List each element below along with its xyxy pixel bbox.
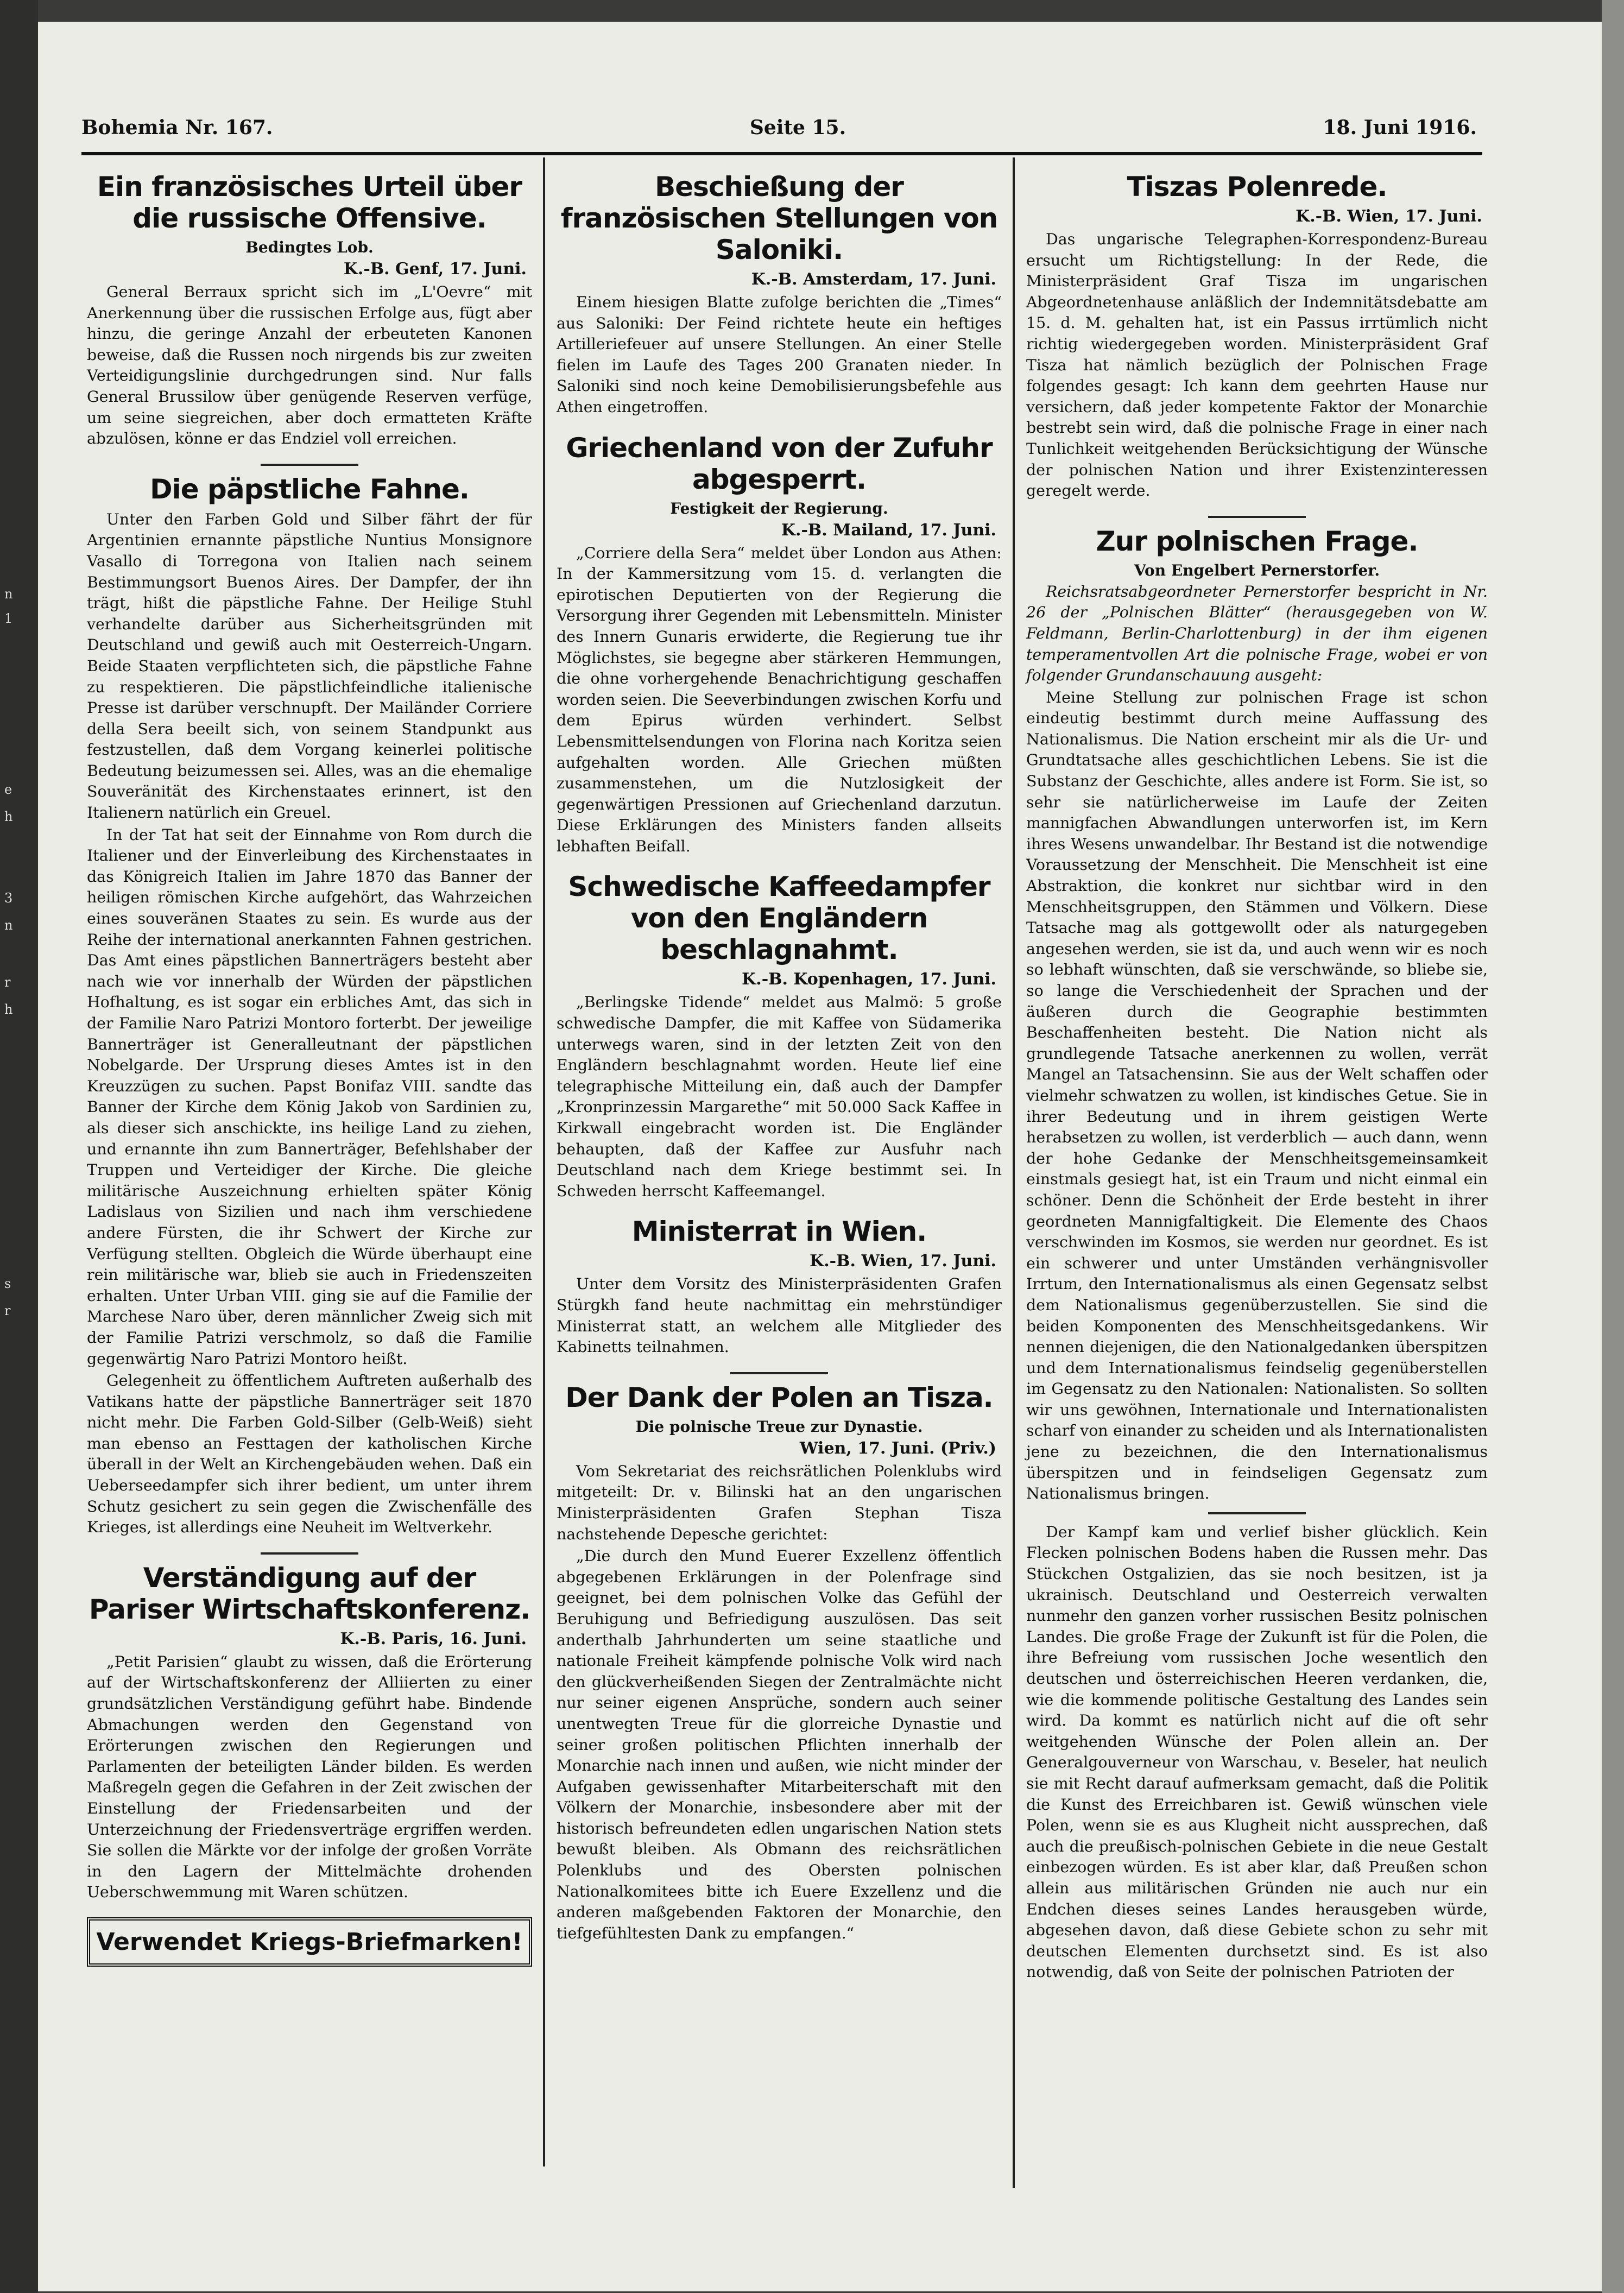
column-3 [1026, 166, 1488, 1997]
article-dateline: K.-B. Amsterdam, 17. Juni. [751, 270, 996, 289]
stamp-notice-box: Verwendet Kriegs-Briefmarken! [87, 1917, 532, 1967]
column-rule [1013, 157, 1015, 2188]
article-dateline: K.-B. Kopenhagen, 17. Juni. [742, 970, 996, 989]
paragraph: „Corriere della Sera“ meldet über London aus Athen: In der Kammersitzung vom 15. d. verlangten die epirotischen Deputierten von der Regierung die Versorgung ihrer Gegenden mit Lebensmitteln. Minister des Innern Gunaris erwiderte, die Regierung tue ihr Möglichstes, sie begegne aber stärkeren Hemmungen, die ohne vorhergehende Benachrichtigung geschaffen worden seien. Die Seeverbindungen zwischen Korfu und dem Epirus würden verhindert. Selbst Lebensmittelsendungen von Florina nach Koritza seien aufgehalten worden. Alle Griechen müßten zusammenstehen, um die Nutzlosigkeit der gegenwärtigen Pressionen auf Griechenland darzutun. Diese Erklärungen des Ministers fanden allseits lebhaften Beifall. [557, 544, 1002, 855]
paragraph: Vom Sekretariat des reichsrätlichen Polenklubs wird mitgeteilt: Dr. v. Bilinski hat an den ungarischen Ministerpräsidenten Grafen Stephan Tisza nachstehende Depesche gerichtet: [557, 1462, 1002, 1543]
article [87, 473, 532, 1538]
paragraph: Das ungarische Telegraphen-Korrespondenz-Bureau ersucht um Richtigstellung: In der Rede, die Ministerpräsident Graf Tisza im ungarischen Abgeordnetenhause anläßlich der Indemnitätsdebatte am 15. d. M. gehalten hat, ist ein Passus irrtümlich nicht richtig wiedergegeben worden. Ministerpräsident Graf Tisza hat nämlich bezüglich der Polnischen Frage folgendes gesagt: Ich kann dem geehrten Hause nur versichern, daß jeder kompetente Faktor der Monarchie bestrebt sein wird, daß die polnische Frage in einer nach Tunlichkeit weitgehenden Berücksichtigung der Wünsche der polnischen Nation und ihrer Existenzinteressen geregelt werde. [1026, 230, 1488, 500]
article-dateline: K.-B. Paris, 16. Juni. [340, 1629, 527, 1648]
article-headline: Griechenland von der Zufuhr abgesperrt. [566, 432, 993, 495]
article-body [87, 1652, 532, 1903]
article-headline: Tiszas Polenrede. [1127, 171, 1387, 203]
edge-fragment: 3 [4, 890, 13, 906]
article-headline: Zur polnischen Frage. [1096, 525, 1418, 557]
column-1 [87, 166, 532, 1967]
paragraph: Gelegenheit zu öffentlichem Auftreten außerhalb des Vatikans hatte der päpstliche Bannerträger seit 1870 nicht mehr. Die Farben Gold-Silber (Gelb-Weiß) sieht man ebenso an Festtagen der katholischen Kirche überall in der Welt an Kirchengebäuden wehen. Daß ein Ueberseedampfer sich ihrer bedient, um unter ihrem Schutz gesichert zu sein gegen die Zwischenfälle des Krieges, ist allerdings eine Neuheit im Weltverkehr. [87, 1372, 532, 1537]
article [557, 1216, 1002, 1357]
paragraph: General Berraux spricht sich im „L'Oevre“ mit Anerkennung über die russischen Erfolge aus, fügt aber hinzu, die geringe Anzahl der erbeuteten Kanonen beweise, daß die Russen noch nirgends bis zur zweiten Verteidigungslinie durchgedrungen sind. Nur falls General Brussilow über genügende Reserven verfüge, um seine siegreichen, aber doch ermatteten Kräfte abzulösen, könne er das Endziel voll erreichen. [87, 283, 532, 448]
article-headline: Schwedische Kaffeedampfer von den Engländern beschlagnahmt. [568, 871, 990, 966]
article-dateline: K.-B. Mailand, 17. Juni. [781, 520, 996, 540]
article-separator [1208, 516, 1306, 518]
article-body [557, 1461, 1002, 1944]
article-body [87, 282, 532, 450]
article [557, 871, 1002, 1202]
header-issue: Bohemia Nr. 167. [81, 116, 273, 139]
paragraph: „Die durch den Mund Euerer Exzellenz öffentlich abgegebenen Erklärungen in der Polenfrage sind geeignet, bei dem polnischen Volke das Gefühl der Beruhigung und Befriedigung auszulösen. Das seit anderthalb Jahrhunderten um seine staatliche und nationale Freiheit kämpfende polnische Volk wird nach den glückverheißenden Siegen der Zentralmächte nicht nur seiner eigenen Ansprüche, sondern auch seiner unentwegten Treue für die glorreiche Dynastie und seiner großen politischen Pflichten innerhalb der Monarchie nach innen und außen, wie nicht minder der Aufgaben gewissenhafter Mitarbeiterschaft mit den Völkern der Monarchie, insbesondere aber mit der historisch befreundeten edlen ungarischen Nation stets bewußt bleiben. Als Obmann des reichsrätlichen Polenklubs und des Obersten polnischen Nationalkomitees bitte ich Euere Exzellenz und die anderen maßgebenden Faktoren der Monarchie, den tiefgefühltesten Dank zu empfangen.“ [557, 1547, 1002, 1942]
header-page-number: Seite 15. [749, 116, 846, 139]
paragraph: Unter den Farben Gold und Silber fährt der für Argentinien ernannte päpstliche Nuntius Monsignore Vasallo di Torregona von Italien nach seinem Bestimmungsort Buenos Aires. Der Dampfer, der ihn trägt, hißt die päpstliche Fahne. Der Heilige Stuhl verhandelte darüber aus Sicherheitsgründen mit Deutschland und gewiß auch mit Oesterreich-Ungarn. Beide Staaten verpflichteten sich, die päpstliche Fahne zu respektieren. Die päpstlichfeindliche italienische Presse ist darüber verschnupft. Der Mailänder Corriere della Sera beeilt sich, von seinem Standpunkt aus festzustellen, daß dem Vorgang keinerlei politische Bedeutung beizumessen sei. Alles, was an die ehemalige Souveränität des Kirchenstaates erinnert, ist den Italienern natürlich ein Greuel. [87, 510, 532, 822]
header-rule [81, 152, 1482, 155]
article-body [557, 292, 1002, 418]
article-headline: Der Dank der Polen an Tisza. [565, 1381, 993, 1413]
paragraph: Meine Stellung zur polnischen Frage ist schon eindeutig bestimmt durch meine Auffassung des Nationalismus. Die Nation erscheint mir als die Ur- und Grundtatsache alles geschichtlichen Lebens. Sie ist die Substanz der Geschichte, alles andere ist Form. Sie ist, so sehr sie natürlicherweise im Laufe der Zeiten mannigfachen Abwandlungen unterworfen ist, im Kern ihres Wesens unwandelbar. Ihr Bestand ist die notwendige Voraussetzung der Menschheit. Die Menschheit ist eine Abstraktion, die konkret nur sichtbar wird in den Menschheitsgruppen, den Stämmen und Völkern. Diese Tatsache mag als gottgewollt oder als naturgegeben angesehen werden, sie ist da, und auch wenn wir es noch so lebhaft wünschten, daß sie verschwände, so bliebe sie, so lange die Verschiedenheit der Sprachen und der äußeren durch die Geographie bestimmten Beschaffenheiten besteht. Die Nation nicht als grundlegende Tatsache anerkennen zu wollen, verrät Mangel an Tatsachensinn. Sie aus der Welt schaffen oder vielmehr schwatzen zu wollen, ist kindisches Getue. Sie in ihrer Bedeutung und in ihrem geistigen Werte herabsetzen zu wollen, ist verderblich — auch dann, wenn der hohe Gedanke der Menschheitsgemeinsamkeit einstmals gesiegt hat, ist ein Traum und nicht einmal ein schöner. Denn die Schönheit der Erde besteht in ihrer geordneten Mannigfaltigkeit. Die Elemente des Chaos verschwinden im Kosmos, sie werden nur geordnet. Es ist ein schwerer und unter Umständen verhängnisvoller Irrtum, den Internationalismus als einen Gegensatz selbst dem Nationalismus gegenüberzustellen. Sie sind die beiden Komponenten des Menschheitsgedankens. Wir nennen diejenigen, die den Nationalgedanken überspitzen und dem Internationalismus feindselig gegenüberstellen im Gegensatz zu den Nationalen: Nationalisten. So sollten wir uns gewöhnen, Internationale und Internationalisten scharf von einander zu scheiden und als Internationalisten jene zu bezeichnen, die den Internationalismus überspitzen und in feindseligen Gegensatz zum Nationalismus bringen. [1026, 688, 1488, 1503]
article-body [1026, 582, 1488, 1983]
article-separator [1208, 1512, 1306, 1514]
article [1026, 171, 1488, 502]
header-date: 18. Juni 1916. [1323, 116, 1477, 139]
article [557, 171, 1002, 418]
article-subtitle: Bedingtes Lob. [245, 238, 374, 256]
article [87, 171, 532, 450]
paragraph: „Petit Parisien“ glaubt zu wissen, daß die Erörterung auf der Wirtschaftskonferenz der Alliierten zu einer grundsätzlichen Verständigung geführt habe. Bindende Abmachungen werden den Gegenstand von Erörterungen zwischen den Regierungen und Parlamenten der beteiligten Länder bilden. Es werden Maßregeln gegen die Gefahren in der Zeit zwischen der Einstellung der Friedensarbeiten und der Unterzeichnung der Friedensverträge ergriffen werden. Sie sollen die Märkte vor der infolge der großen Vorräte in den Lagern der Mittelmächte drohenden Ueberschwemmung mit Waren schützen. [87, 1652, 532, 1902]
article-headline: Ministerrat in Wien. [631, 1216, 927, 1248]
article-dateline: K.-B. Wien, 17. Juni. [810, 1252, 996, 1271]
adjacent-page-edge [0, 0, 38, 2293]
column-rule [543, 157, 545, 2166]
edge-fragment: h [4, 1002, 13, 1017]
article-dateline: K.-B. Genf, 17. Juni. [343, 260, 527, 279]
article-subtitle: Von Engelbert Pernerstorfer. [1134, 561, 1380, 579]
article-body [557, 1274, 1002, 1357]
paragraph: „Berlingske Tidende“ meldet aus Malmö: 5 große schwedische Dampfer, die mit Kaffee von Südamerika unterwegs waren, sind in der letzten Zeit von den Engländern beschlagnahmt worden. Heute lief eine telegraphische Mitteilung ein, daß auch der Dampfer „Kronprinzessin Margarethe“ mit 50.000 Sack Kaffee in Kirkwall eingebracht worden ist. Die Engländer behaupten, daß der Kaffee zur Ausfuhr nach Deutschland nach dem Kriege bestimmt sei. In Schweden herrscht Kaffeemangel. [557, 993, 1002, 1200]
article-separator [261, 1552, 358, 1555]
article-body [557, 543, 1002, 857]
article-headline: Verständigung auf der Pariser Wirtschaftskonferenz. [89, 1562, 530, 1625]
page-header [81, 111, 1477, 144]
edge-fragment: e [4, 782, 12, 797]
edge-fragment: h [4, 809, 13, 824]
edge-fragment: r [4, 975, 11, 990]
article-subtitle: Die polnische Treue zur Dynastie. [635, 1417, 923, 1436]
paragraph: Der Kampf kam und verlief bisher glücklich. Kein Flecken polnischen Bodens haben die Russen mehr. Das Stückchen Ostgalizien, das sie noch besitzen, ist ja ukrainisch. Deutschland und Oesterreich verwalten nunmehr den ganzen vorher russischen Besitz polnischen Landes. Die große Frage der Zukunft ist für die Polen, die ihre Befreiung vom russischen Joche wesentlich den deutschen und österreichischen Heeren verdanken, die, wie die kommende politische Gestaltung des Landes sein wird. Da kommt es natürlich nicht auf die oft sehr weitgehenden Wünsche der Polen allein an. Der Generalgouverneur von Warschau, v. Beseler, hat neulich sie mit Recht darauf aufmerksam gemacht, daß die Politik die Kunst des Erreichbaren ist. Gewiß wünschen viele Polen, wenn sie es aus Klugheit nicht aussprechen, daß auch die preußisch-polnischen Gebiete in die neue Gestalt einbezogen würden. Es ist aber klar, daß Preußen schon allein aus militärischen Gründen nie auch nur ein Endchen dieses seines Landes herausgeben würde, abgesehen davon, daß diese Gebiete schon zu sehr mit deutschen Elementen durchsetzt sind. Es ist also notwendig, daß von Seite der polnischen Patrioten der [1026, 1523, 1488, 1981]
article-subtitle: Festigkeit der Regierung. [670, 499, 888, 517]
article-dateline: K.-B. Wien, 17. Juni. [1296, 207, 1482, 226]
column-2 [557, 166, 1002, 1958]
edge-fragment: n [4, 586, 13, 602]
edge-fragment: n [4, 918, 13, 933]
article-body [1026, 229, 1488, 502]
paragraph: Reichsratsabgeordneter Pernerstorfer bespricht in Nr. 26 der „Polnischen Blätter“ (herausgegeben von W. Feldmann, Berlin-Charlottenburg) in der ihm eigenen temperamentvollen Art die polnische Frage, wobei er von folgender Grundanschauung ausgeht: [1026, 582, 1488, 685]
edge-fragment: s [4, 1276, 11, 1291]
article-headline: Ein französisches Urteil über die russische Offensive. [97, 171, 522, 234]
edge-fragment: 1 [4, 611, 13, 626]
article [87, 1562, 532, 1903]
edge-fragment: r [4, 1303, 11, 1318]
article-body [87, 509, 532, 1538]
article [557, 1382, 1002, 1944]
article [1026, 526, 1488, 1983]
paragraph: Unter dem Vorsitz des Ministerpräsidenten Grafen Stürgkh fand heute nachmittag ein mehrstündiger Ministerrat statt, an welchem alle Mitglieder des Kabinetts teilnahmen. [557, 1275, 1002, 1356]
newspaper-page [38, 22, 1602, 2291]
article-headline: Die päpstliche Fahne. [150, 473, 469, 505]
article [557, 432, 1002, 857]
article-separator [261, 464, 358, 466]
article-dateline: Wien, 17. Juni. (Priv.) [799, 1438, 996, 1458]
paragraph: Einem hiesigen Blatte zufolge berichten die „Times“ aus Saloniki: Der Feind richtete heute ein heftiges Artilleriefeuer auf unsere Stellungen. An einer Stelle fielen im Laufe des Tages 200 Granaten nieder. In Saloniki sind noch keine Demobilisierungsbefehle aus Athen eingetroffen. [557, 293, 1002, 416]
paragraph: In der Tat hat seit der Einnahme von Rom durch die Italiener und der Einverleibung des Kirchenstaates in das Königreich Italien im Jahre 1870 das Banner der heiligen römischen Kirche aufgehört, das Wahrzeichen eines souveränen Staates zu sein. Es wurde aus der Reihe der international anerkannten Fahnen gestrichen. Das Amt eines päpstlichen Bannerträgers besteht aber nach wie vor innerhalb der Würden der päpstlichen Hofhaltung, es ist sogar ein erbliches Amt, das sich in der Familie Naro Patrizi Montoro forterbt. Der jeweilige Bannerträger ist Generalleutnant der päpstlichen Nobelgarde. Der Ursprung dieses Amtes ist in den Kreuzzügen zu suchen. Papst Bonifaz VIII. sandte das Banner der Kirche dem König Jakob von Sardinien zu, als dieser sich anschickte, ins heilige Land zu ziehen, und ernannte ihn zum Bannerträger, Befehlshaber der Truppen und Verteidiger der Kirche. Die gleiche militärische Auszeichnung erhielten später König Ladislaus von Sizilien und nach ihm verschiedene andere Fürsten, die ihr Schwert der Kirche zur Verfügung stellten. Obgleich die Würde überhaupt eine rein militärische war, blieb sie auch in Friedenszeiten erhalten. Unter Urban VIII. ging sie auf die Familie der Marchese Naro über, deren männlicher Zweig sich mit der Familie Patrizi verschmolz, so daß die Familie gegenwärtig Naro Patrizi Montoro heißt. [87, 825, 532, 1368]
article-body [557, 992, 1002, 1202]
article-separator [730, 1372, 828, 1374]
article-headline: Beschießung der französischen Stellungen von Saloniki. [560, 171, 998, 266]
scan-right-margin [1602, 0, 1624, 2293]
